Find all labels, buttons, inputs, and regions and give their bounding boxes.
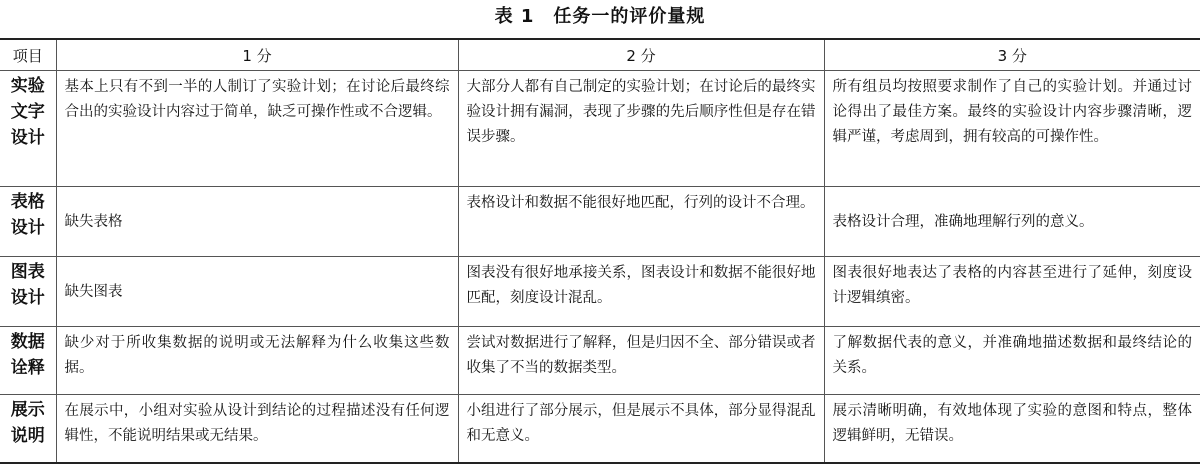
- row-item-label: 图表设计: [0, 257, 56, 327]
- cell-score-2: 图表没有很好地承接关系，图表设计和数据不能很好地匹配，刻度设计混乱。: [458, 257, 824, 327]
- cell-score-3: 展示清晰明确，有效地体现了实验的意图和特点，整体逻辑鲜明，无错误。: [824, 395, 1200, 464]
- table-row: [0, 187, 1200, 257]
- cell-score-2: 尝试对数据进行了解释，但是归因不全、部分错误或者收集了不当的数据类型。: [458, 327, 824, 395]
- table-row: [0, 71, 1200, 187]
- row-item-label: 展示说明: [0, 395, 56, 464]
- cell-score-3: 表格设计合理，准确地理解行列的意义。: [824, 187, 1200, 257]
- row-item-label: 实验文字设计: [0, 71, 56, 187]
- cell-score-3: 所有组员均按照要求制作了自己的实验计划。并通过讨论得出了最佳方案。最终的实验设计内容步骤清晰，逻辑严谨，考虑周到，拥有较高的可操作性。: [824, 71, 1200, 187]
- row-item-label: 数据诠释: [0, 327, 56, 395]
- cell-score-3: 了解数据代表的意义，并准确地描述数据和最终结论的关系。: [824, 327, 1200, 395]
- header-score-3: 3 分: [824, 39, 1200, 71]
- cell-score-2: 表格设计和数据不能很好地匹配，行列的设计不合理。: [458, 187, 824, 257]
- cell-score-3: 图表很好地表达了表格的内容甚至进行了延伸，刻度设计逻辑缜密。: [824, 257, 1200, 327]
- cell-score-1: 缺少对于所收集数据的说明或无法解释为什么收集这些数据。: [56, 327, 458, 395]
- row-item-label: 表格设计: [0, 187, 56, 257]
- header-score-1: 1 分: [56, 39, 458, 71]
- header-item: 项目: [0, 39, 56, 71]
- cell-score-2: 小组进行了部分展示，但是展示不具体，部分显得混乱和无意义。: [458, 395, 824, 464]
- table-row: [0, 257, 1200, 327]
- evaluation-rubric-table: [0, 38, 1200, 464]
- cell-score-2: 大部分人都有自己制定的实验计划；在讨论后的最终实验设计拥有漏洞，表现了步骤的先后顺序性但是存在错误步骤。: [458, 71, 824, 187]
- cell-score-1: 在展示中，小组对实验从设计到结论的过程描述没有任何逻辑性，不能说明结果或无结果。: [56, 395, 458, 464]
- table-row: [0, 395, 1200, 464]
- cell-score-1: 基本上只有不到一半的人制订了实验计划；在讨论后最终综合出的实验设计内容过于简单，缺乏可操作性或不合逻辑。: [56, 71, 458, 187]
- table-caption: 表 1 任务一的评价量规: [494, 6, 706, 27]
- table-row: [0, 327, 1200, 395]
- cell-score-1: 缺失图表: [56, 257, 458, 327]
- cell-score-1: 缺失表格: [56, 187, 458, 257]
- header-score-2: 2 分: [458, 39, 824, 71]
- table-header-row: [0, 39, 1200, 71]
